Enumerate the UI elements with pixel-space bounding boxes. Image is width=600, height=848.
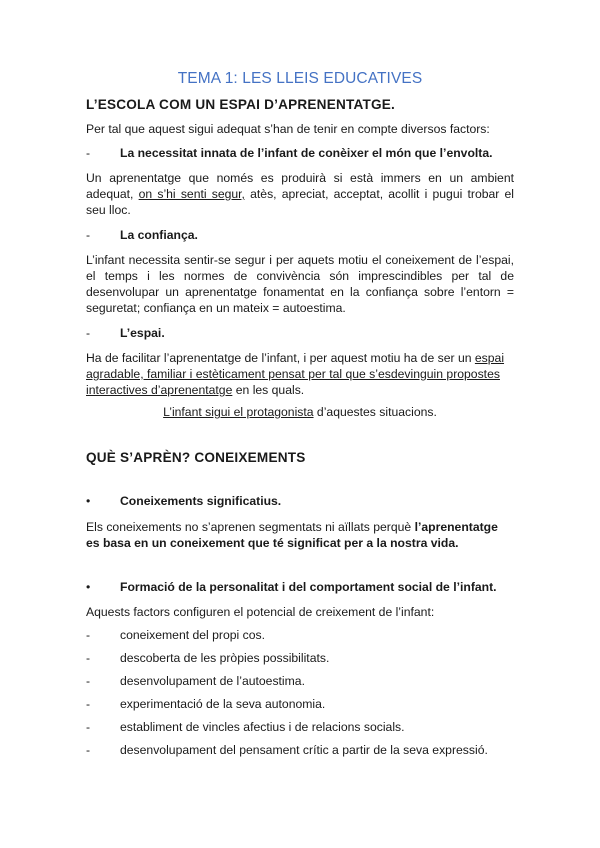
section2-item1-text: Els coneixements no s’aprenen segmentats ni aïllats perquè l’aprenentatge es basa en un coneixement que té significat per a la nostra vida. <box>86 520 498 550</box>
bullet-marker: • <box>86 580 91 594</box>
list-item-text: descoberta de les pròpies possibilitats. <box>120 651 330 665</box>
section1-item3-heading: L’espai. <box>120 326 165 340</box>
dash-marker: - <box>86 720 91 734</box>
list-item <box>86 719 514 735</box>
section2-item2-heading: Formació de la personalitat i del comportament social de l’infant. <box>120 580 497 594</box>
document-page <box>86 70 514 765</box>
list-item <box>86 742 514 758</box>
section1-intro: Per tal que aquest sigui adequat s’han de tenir en compte diversos factors: <box>86 122 490 136</box>
dash-marker: - <box>86 743 91 757</box>
list-item-text: experimentació de la seva autonomia. <box>120 697 326 711</box>
section2-item2-intro: Aquests factors configuren el potencial de creixement de l’infant: <box>86 605 435 619</box>
factor-list <box>86 627 514 758</box>
section1-item3-text: Ha de facilitar l’aprenentatge de l’infant, i per aquest motiu ha de ser un espai agradable, familiar i estèticament pensat per tal que s’esdevinguin propostes interactives d’aprenentatge en les quals. <box>86 351 505 397</box>
section2-item1-heading: Coneixements significatius. <box>120 494 282 508</box>
section1-item3-centered-line: L’infant sigui el protagonista d’aquestes situacions. <box>163 405 437 419</box>
list-item <box>86 696 514 712</box>
dash-marker: - <box>86 228 91 242</box>
dash-marker: - <box>86 326 91 340</box>
bullet-marker: • <box>86 494 91 508</box>
list-item-text: coneixement del propi cos. <box>120 628 265 642</box>
dash-marker: - <box>86 651 91 665</box>
dash-marker: - <box>86 674 91 688</box>
section1-heading: L’ESCOLA COM UN ESPAI D’APRENENTATGE. <box>86 97 395 112</box>
section1-item1-text: Un aprenentatge que només es produirà si està immers en un ambient adequat, on s’hi senti segur, atès, apreciat, acceptat, acollit i pugui trobar el seu lloc. <box>86 171 514 217</box>
list-item-text: desenvolupament del pensament crític a partir de la seva expressió. <box>120 743 488 757</box>
dash-marker: - <box>86 146 91 160</box>
dash-marker: - <box>86 628 91 642</box>
list-item-text: establiment de vincles afectius i de relacions socials. <box>120 720 405 734</box>
section1-item2-heading: La confiança. <box>120 228 198 242</box>
section1-item1-heading: La necessitat innata de l’infant de conèixer el món que l’envolta. <box>120 146 493 160</box>
underlined-phrase: on s’hi senti segur, <box>138 187 245 201</box>
section2-item2-heading-row <box>86 579 514 595</box>
underlined-phrase: espai agradable, familiar i estèticament pensat per tal que s’esdevinguin propostes interactives d’aprenentatge <box>86 351 505 397</box>
list-item-text: desenvolupament de l’autoestima. <box>120 674 305 688</box>
underlined-phrase: L’infant sigui el protagonista <box>163 405 314 419</box>
list-item <box>86 650 514 666</box>
list-item <box>86 627 514 643</box>
list-item <box>86 673 514 689</box>
section2-item1-heading-row <box>86 493 514 509</box>
section1-item2-text: L’infant necessita sentir-se segur i per aquets motiu el coneixement de l’espai, el temps i les normes de convivència són imprescindibles per tal de desenvolupar un aprenentatge fonamentat en la confiança sobre l’entorn = seguretat; confiança en un mateix = autoestima. <box>86 253 514 315</box>
section1-item1-heading-row <box>86 145 514 161</box>
dash-marker: - <box>86 697 91 711</box>
section2-heading: QUÈ S’APRÈN? CONEIXEMENTS <box>86 450 306 465</box>
section1-item2-heading-row <box>86 227 514 243</box>
section1-item3-heading-row <box>86 325 514 341</box>
document-title: TEMA 1: LES LLEIS EDUCATIVES <box>177 70 423 87</box>
